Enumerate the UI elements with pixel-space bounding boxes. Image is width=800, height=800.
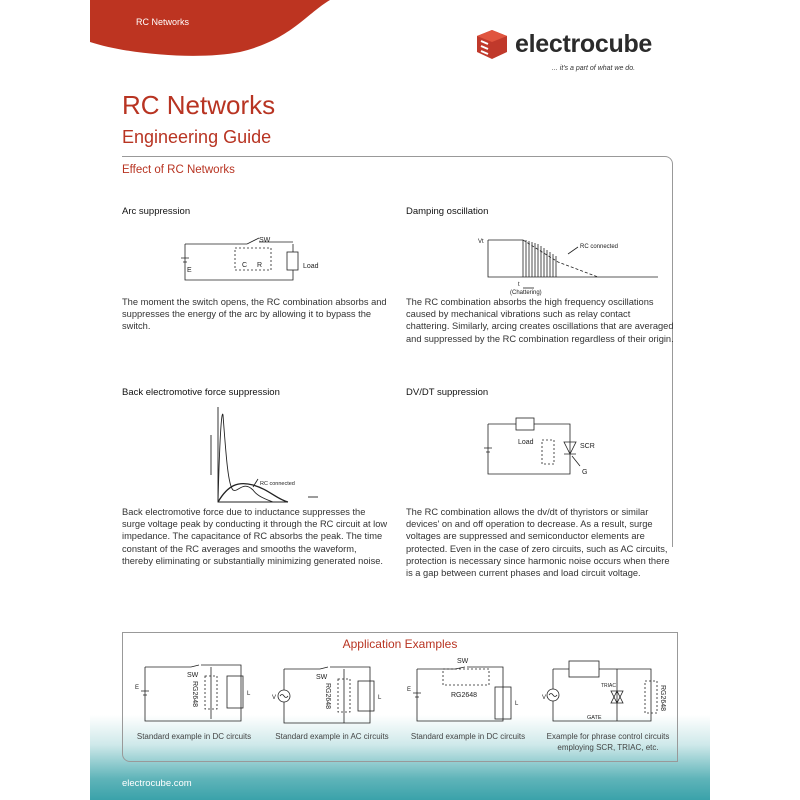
diagram-label: Load <box>518 439 534 446</box>
diagram-label: RG2648 <box>191 681 198 708</box>
app-example-caption: Standard example in DC circuits <box>136 732 252 741</box>
app-example-dc-2-diagram <box>405 655 535 731</box>
app-example-caption: Standard example in DC circuits <box>410 732 526 741</box>
diagram-label: G <box>582 469 588 476</box>
diagram-label: L <box>378 695 382 701</box>
header-swoosh <box>90 0 350 60</box>
header-section-label: RC Networks <box>136 17 190 27</box>
diagram-label: Vt <box>478 239 484 245</box>
diagram-label: E <box>407 687 412 693</box>
application-examples-title: Application Examples <box>342 637 458 651</box>
diagram-label: (Chattering) <box>510 290 542 296</box>
diagram-label: L <box>247 691 251 697</box>
cube-logo-icon <box>475 28 509 60</box>
diagram-label: Load <box>303 263 319 270</box>
dvdt-diagram <box>480 412 620 487</box>
app-example-dc-1-diagram <box>133 661 263 731</box>
page-title: RC Networks <box>122 90 276 120</box>
damping-oscillation-diagram <box>478 232 678 297</box>
back-emf-diagram <box>198 405 338 505</box>
diagram-label: V <box>272 695 277 701</box>
arc-suppression-heading: Arc suppression <box>122 206 191 217</box>
diagram-label: RG2648 <box>451 692 478 699</box>
diagram-label: SW <box>259 237 271 244</box>
page-subtitle: Engineering Guide <box>122 127 272 147</box>
diagram-label: GATE <box>587 715 602 721</box>
tagline: ... it's a part of what we do. <box>552 65 636 72</box>
brand-logo[interactable] <box>475 28 652 60</box>
footer-website-link[interactable]: electrocube.com <box>122 778 192 789</box>
diagram-label: RC connected <box>260 481 295 487</box>
diagram-label: SCR <box>580 443 595 450</box>
dvdt-heading: DV/DT suppression <box>406 387 489 398</box>
diagram-label: t <box>518 282 520 288</box>
app-example-caption: Standard example in AC circuits <box>275 732 389 741</box>
diagram-label: RG2648 <box>659 685 666 712</box>
application-examples-box <box>122 632 678 762</box>
back-emf-text: Back electromotive force due to inductance suppresses the surge voltage peak by conducting it through the RC circuit at low impedance. The capacitance of RC absorbs the peak. The time constant of the RC averages and smooths the waveform, thereby eliminating or substantially minimizing generated noise. <box>122 507 388 566</box>
arc-suppression-text: The moment the switch opens, the RC combination absorbs and suppresses the energy of the arc by allowing it to bypass the switch. <box>122 297 387 332</box>
diagram-label: TRIAC <box>601 683 616 689</box>
diagram-label: RG2648 <box>324 683 331 710</box>
app-example-ac-diagram <box>270 661 400 733</box>
dvdt-text: The RC combination allows the dv/dt of thyristors or similar devices' on and off operation to decrease. As a result, surge voltages are suppressed and semiconductor elements are protected. Even in the case of zero circuits, such as AC circuits, protection is necessary since harmonic noise occurs when there is a gap between current phases and load circuit voltage. <box>406 507 670 579</box>
damping-oscillation-heading: Damping oscillation <box>406 206 489 217</box>
app-example-caption: Example for phrase control circuits employing SCR, TRIAC, etc. <box>546 732 670 752</box>
diagram-label: RC connected <box>580 244 619 250</box>
diagram-label: E <box>135 685 140 691</box>
diagram-label: E <box>187 267 192 274</box>
diagram-label: SW <box>457 658 469 665</box>
diagram-label: C <box>242 262 248 269</box>
document-page <box>90 0 710 800</box>
diagram-label: R <box>257 262 263 269</box>
section-title: Effect of RC Networks <box>122 164 235 176</box>
diagram-label: V <box>542 695 547 701</box>
arc-suppression-diagram <box>175 232 335 287</box>
damping-oscillation-text: The RC combination absorbs the high frequency oscillations caused by mechanical vibrations such as relay contact chattering. Similarly, arcing creates oscillations that are averaged and suppressed by the RC combination regardless of their origin. <box>406 297 674 344</box>
app-example-phase-control-diagram <box>541 655 676 731</box>
back-emf-heading: Back electromotive force suppression <box>122 387 280 398</box>
diagram-label: SW <box>316 674 328 681</box>
diagram-label: L <box>515 701 519 707</box>
diagram-label: SW <box>187 672 199 679</box>
brand-name: electrocube <box>515 29 653 58</box>
